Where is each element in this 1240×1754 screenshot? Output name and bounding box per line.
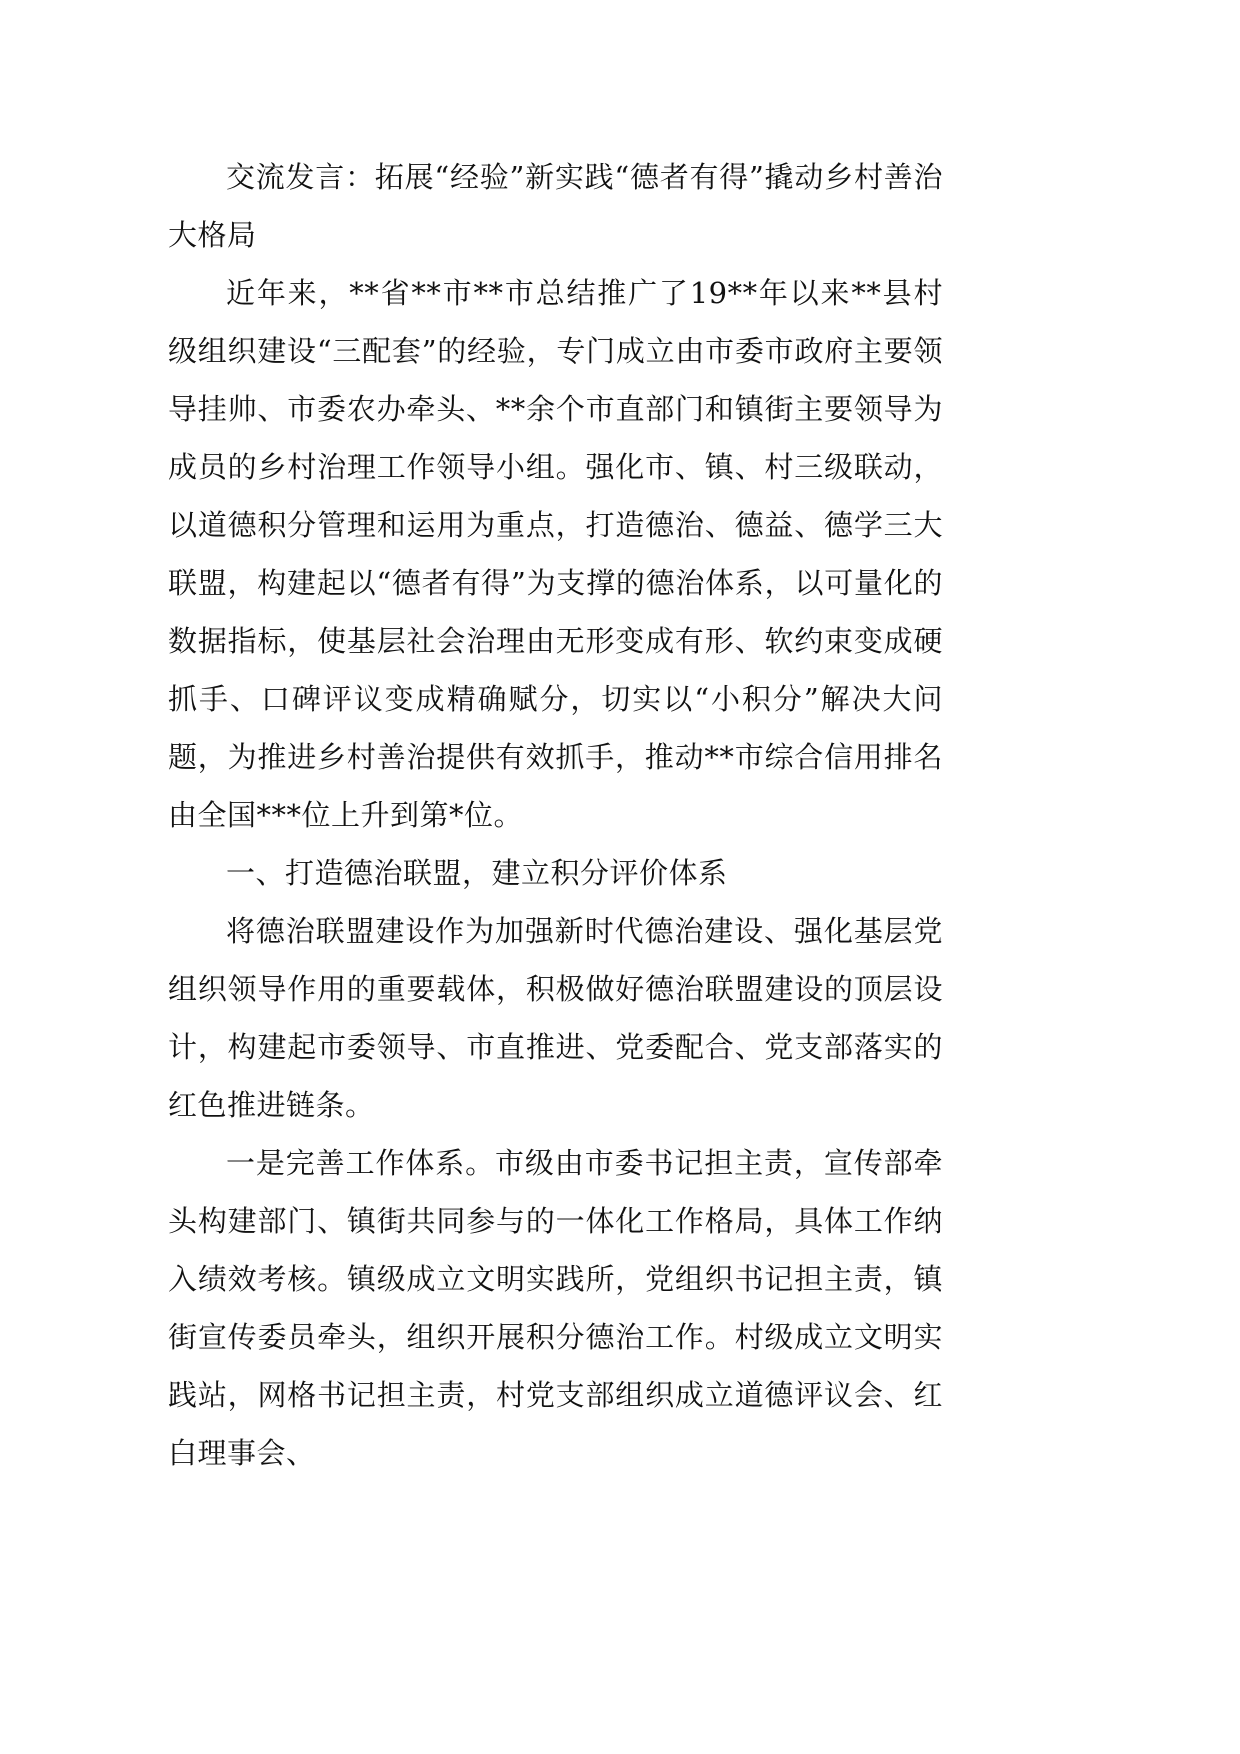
body-paragraph: 一是完善工作体系。市级由市委书记担主责，宣传部牵头构建部门、镇街共同参与的一体化工作格局，具体工作纳入绩效考核。镇级成立文明实践所，党组织书记担主责，镇街宣传委员牵头，组织开展积分德治工作。村级成立文明实践站，网格书记担主责，村党支部组织成立道德评议会、红白理事会、 xyxy=(168,1146,943,1470)
section-heading: 一、打造德治联盟，建立积分评价体系 xyxy=(226,856,728,890)
document-title: 交流发言：拓展“经验”新实践“德者有得”撬动乡村善治大格局 xyxy=(168,160,943,252)
body-paragraph: 将德治联盟建设作为加强新时代德治建设、强化基层党组织领导作用的重要载体，积极做好德治联盟建设的顶层设计，构建起市委领导、市直推进、党委配合、党支部落实的红色推进链条。 xyxy=(168,914,943,1122)
intro-paragraph: 近年来，**省**市**市总结推广了19**年以来**县村级组织建设“三配套”的经验，专门成立由市委市政府主要领导挂帅、市委农办牵头、**余个市直部门和镇街主要领导为成员的乡村治理工作领导小组。强化市、镇、村三级联动，以道德积分管理和运用为重点，打造德治、德益、德学三大联盟，构建起以“德者有得”为支撑的德治体系，以可量化的数据指标，使基层社会治理由无形变成有形、软约束变成硬抓手、口碑评议变成精确赋分，切实以“小积分”解决大问题，为推进乡村善治提供有效抓手，推动**市综合信用排名由全国***位上升到第*位。 xyxy=(168,276,943,832)
document-body xyxy=(168,148,943,1482)
